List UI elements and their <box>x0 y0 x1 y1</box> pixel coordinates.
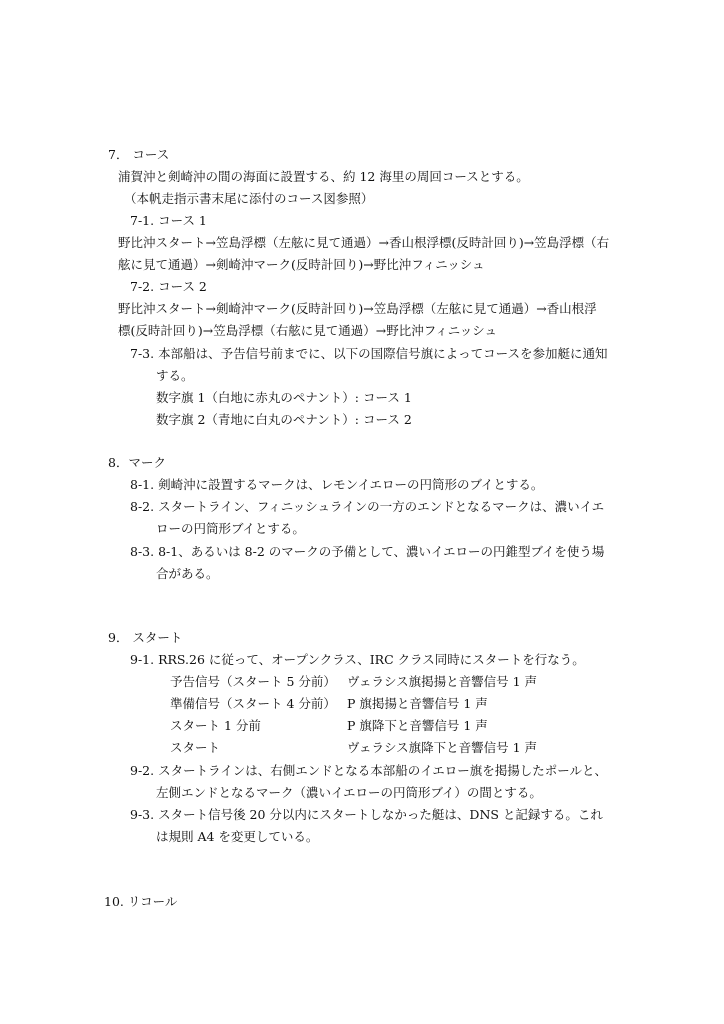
signal-label: スタート 1 分前 <box>170 718 261 733</box>
section-7-heading: 7． コース <box>108 147 170 162</box>
start-9-1-line: 9-1. RRS.26 に従って、オープンクラス、IRC クラス同時にスタートを行なう。 <box>130 652 585 667</box>
signal-action: ヴェラシス旗掲揚と音響信号 1 声 <box>347 674 538 689</box>
mark-8-1-line: 8-1. 剣崎沖に設置するマークは、レモンイエローの円筒形のブイとする。 <box>130 477 544 492</box>
start-9-3-line-1: 9-3. スタート信号後 20 分以内にスタートしなかった艇は、DNS と記録する。これ <box>130 807 603 822</box>
flag-1-line: 数字旗 1（白地に赤丸のペナント）: コース 1 <box>156 390 412 405</box>
course-2-route-line-2: 標(反時計回り)→笠島浮標（右舷に見て通過）→野比沖フィニッシュ <box>118 323 497 338</box>
section-7-intro-line-2: （本帆走指示書末尾に添付のコース図参照） <box>124 191 374 206</box>
signal-action: P 旗掲揚と音響信号 1 声 <box>347 696 488 711</box>
section-9-heading: 9． スタート <box>108 630 183 645</box>
course-1-route-line-1: 野比沖スタート→笠島浮標（左舷に見て通過）→香山根浮標(反時計回り)→笠島浮標（右 <box>118 235 610 250</box>
course-1-route-line-2: 舷に見て通過）→剣崎沖マーク(反時計回り)→野比沖フィニッシュ <box>118 257 485 272</box>
flag-2-line: 数字旗 2（青地に白丸のペナント）: コース 2 <box>156 412 412 427</box>
signal-label: スタート <box>170 740 221 755</box>
start-9-2-line-2: 左側エンドとなるマーク（濃いイエローの円筒形ブイ）の間とする。 <box>156 785 542 800</box>
course-notice-line-2: する。 <box>156 368 194 383</box>
course-notice-line-1: 7-3. 本部船は、予告信号前までに、以下の国際信号旗によってコースを参加艇に通知 <box>130 346 608 361</box>
mark-8-2-line-2: ローの円筒形ブイとする。 <box>156 521 305 536</box>
mark-8-3-line-2: 合がある。 <box>156 566 219 581</box>
start-9-3-line-2: は規則 A4 を変更している。 <box>156 829 319 844</box>
signal-action: ヴェラシス旗降下と音響信号 1 声 <box>347 740 538 755</box>
section-7-intro-line-1: 浦賀沖と剣崎沖の間の海面に設置する、約 12 海里の周回コースとする。 <box>118 169 529 184</box>
signal-label: 予告信号（スタート 5 分前） <box>170 674 336 689</box>
signal-label: 準備信号（スタート 4 分前） <box>170 696 336 711</box>
section-8-heading: 8．マーク <box>108 455 166 470</box>
course-2-title: 7-2. コース 2 <box>130 279 207 294</box>
mark-8-3-line-1: 8-3. 8-1、あるいは 8-2 のマークの予備として、濃いイエローの円錐型ブイを使う場 <box>130 544 605 559</box>
start-9-2-line-1: 9-2. スタートラインは、右側エンドとなる本部船のイエロー旗を掲揚したポールと、 <box>130 763 607 778</box>
mark-8-2-line-1: 8-2. スタートライン、フィニッシュラインの一方のエンドとなるマークは、濃いイエ <box>130 499 605 514</box>
course-1-title: 7-1. コース 1 <box>130 213 207 228</box>
signal-action: P 旗降下と音響信号 1 声 <box>347 718 488 733</box>
section-10-heading: 10. リコール <box>104 894 178 909</box>
course-2-route-line-1: 野比沖スタート→剣崎沖マーク(反時計回り)→笠島浮標（左舷に見て通過）→香山根浮 <box>118 301 597 316</box>
